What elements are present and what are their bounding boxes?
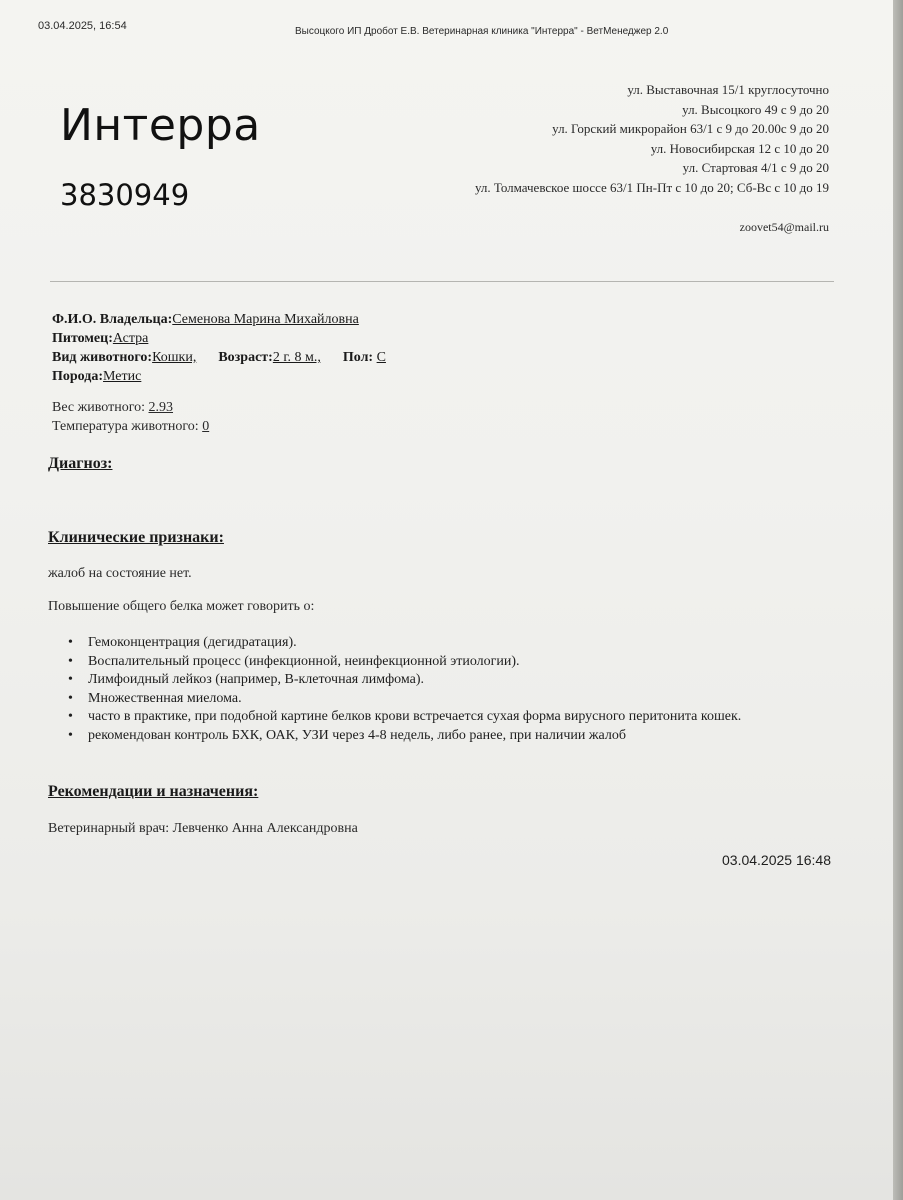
owner-value: Семенова Марина Михайловна xyxy=(172,312,359,327)
list-item: • Множественная миелома. xyxy=(68,690,242,706)
address-line: ул. Толмачевское шоссе 63/1 Пн-Пт с 10 до 20; Сб-Вс с 10 до 19 xyxy=(474,179,829,195)
temperature-value: 0 xyxy=(202,419,210,434)
age-value: 2 г. 8 м., xyxy=(272,350,321,365)
signature-datetime: 03.04.2025 16:48 xyxy=(722,852,831,868)
breed-value: Метис xyxy=(103,369,142,384)
species-value: Кошки, xyxy=(152,350,197,365)
list-item: • рекомендован контроль БХК, ОАК, УЗИ через 4-8 недель, либо ранее, при наличии жалоб xyxy=(68,727,627,743)
veterinarian-line: Ветеринарный врач: Левченко Анна Александровна xyxy=(48,821,358,836)
address-line: ул. Выставочная 15/1 круглосуточно xyxy=(627,82,829,97)
species-age-sex-row xyxy=(52,348,386,367)
weight-value: 2.93 xyxy=(148,400,174,415)
temperature-row xyxy=(52,417,209,436)
weight-label: Вес животного: xyxy=(52,400,149,415)
findings-list xyxy=(68,634,828,745)
weight-row xyxy=(52,398,209,417)
list-item: • Воспалительный процесс (инфекционной, неинфекционной этиологии). xyxy=(68,653,520,669)
address-line: ул. Горский микрорайон 63/1 с 9 до 20.00с 9 до 20 xyxy=(552,121,829,136)
pet-value: Астра xyxy=(112,331,149,346)
sex-label: Пол: xyxy=(342,350,374,365)
vitals-info xyxy=(52,398,209,436)
owner-row xyxy=(52,310,386,329)
age-label: Возраст: xyxy=(218,350,273,365)
recommendations-heading: Рекомендации и назначения: xyxy=(48,783,259,800)
breed-label: Порода: xyxy=(52,369,104,384)
patient-info xyxy=(52,310,386,386)
list-item: • часто в практике, при подобной картине белков крови встречается сухая форма вирусного перитонита кошек. xyxy=(68,709,742,724)
clinic-addresses xyxy=(475,80,829,197)
temperature-label: Температура животного: xyxy=(52,419,203,434)
page-edge-shadow xyxy=(893,0,903,1200)
clinic-email: zoovet54@mail.ru xyxy=(739,220,829,234)
breed-row xyxy=(52,367,386,386)
list-item: • Лимфоидный лейкоз (например, В-клеточная лимфома). xyxy=(68,672,425,687)
print-datetime: 03.04.2025, 16:54 xyxy=(38,20,127,32)
address-line: ул. Стартовая 4/1 с 9 до 20 xyxy=(682,160,829,175)
clinic-logo: Интерра xyxy=(60,100,261,151)
clinic-phone: 3830949 xyxy=(60,178,190,212)
complaints-text: жалоб на состояние нет. xyxy=(48,566,192,581)
sex-value: С xyxy=(376,350,386,365)
pet-label: Питомец: xyxy=(52,331,113,346)
address-line: ул. Высоцкого 49 с 9 до 20 xyxy=(682,101,829,117)
address-line: ул. Новосибирская 12 с 10 до 20 xyxy=(650,140,829,156)
clinical-signs-heading: Клинические признаки: xyxy=(48,529,224,546)
species-label: Вид животного: xyxy=(52,350,153,365)
diagnosis-heading: Диагноз: xyxy=(48,455,113,472)
protein-intro-text: Повышение общего белка может говорить о: xyxy=(48,599,315,614)
print-title: Высоцкого ИП Дробот Е.В. Ветеринарная клиника "Интерра" - ВетМенеджер 2.0 xyxy=(295,26,669,37)
owner-label: Ф.И.О. Владельца: xyxy=(52,312,173,327)
pet-row xyxy=(52,329,386,348)
header-divider xyxy=(50,281,834,282)
list-item: • Гемоконцентрация (дегидратация). xyxy=(68,635,297,650)
